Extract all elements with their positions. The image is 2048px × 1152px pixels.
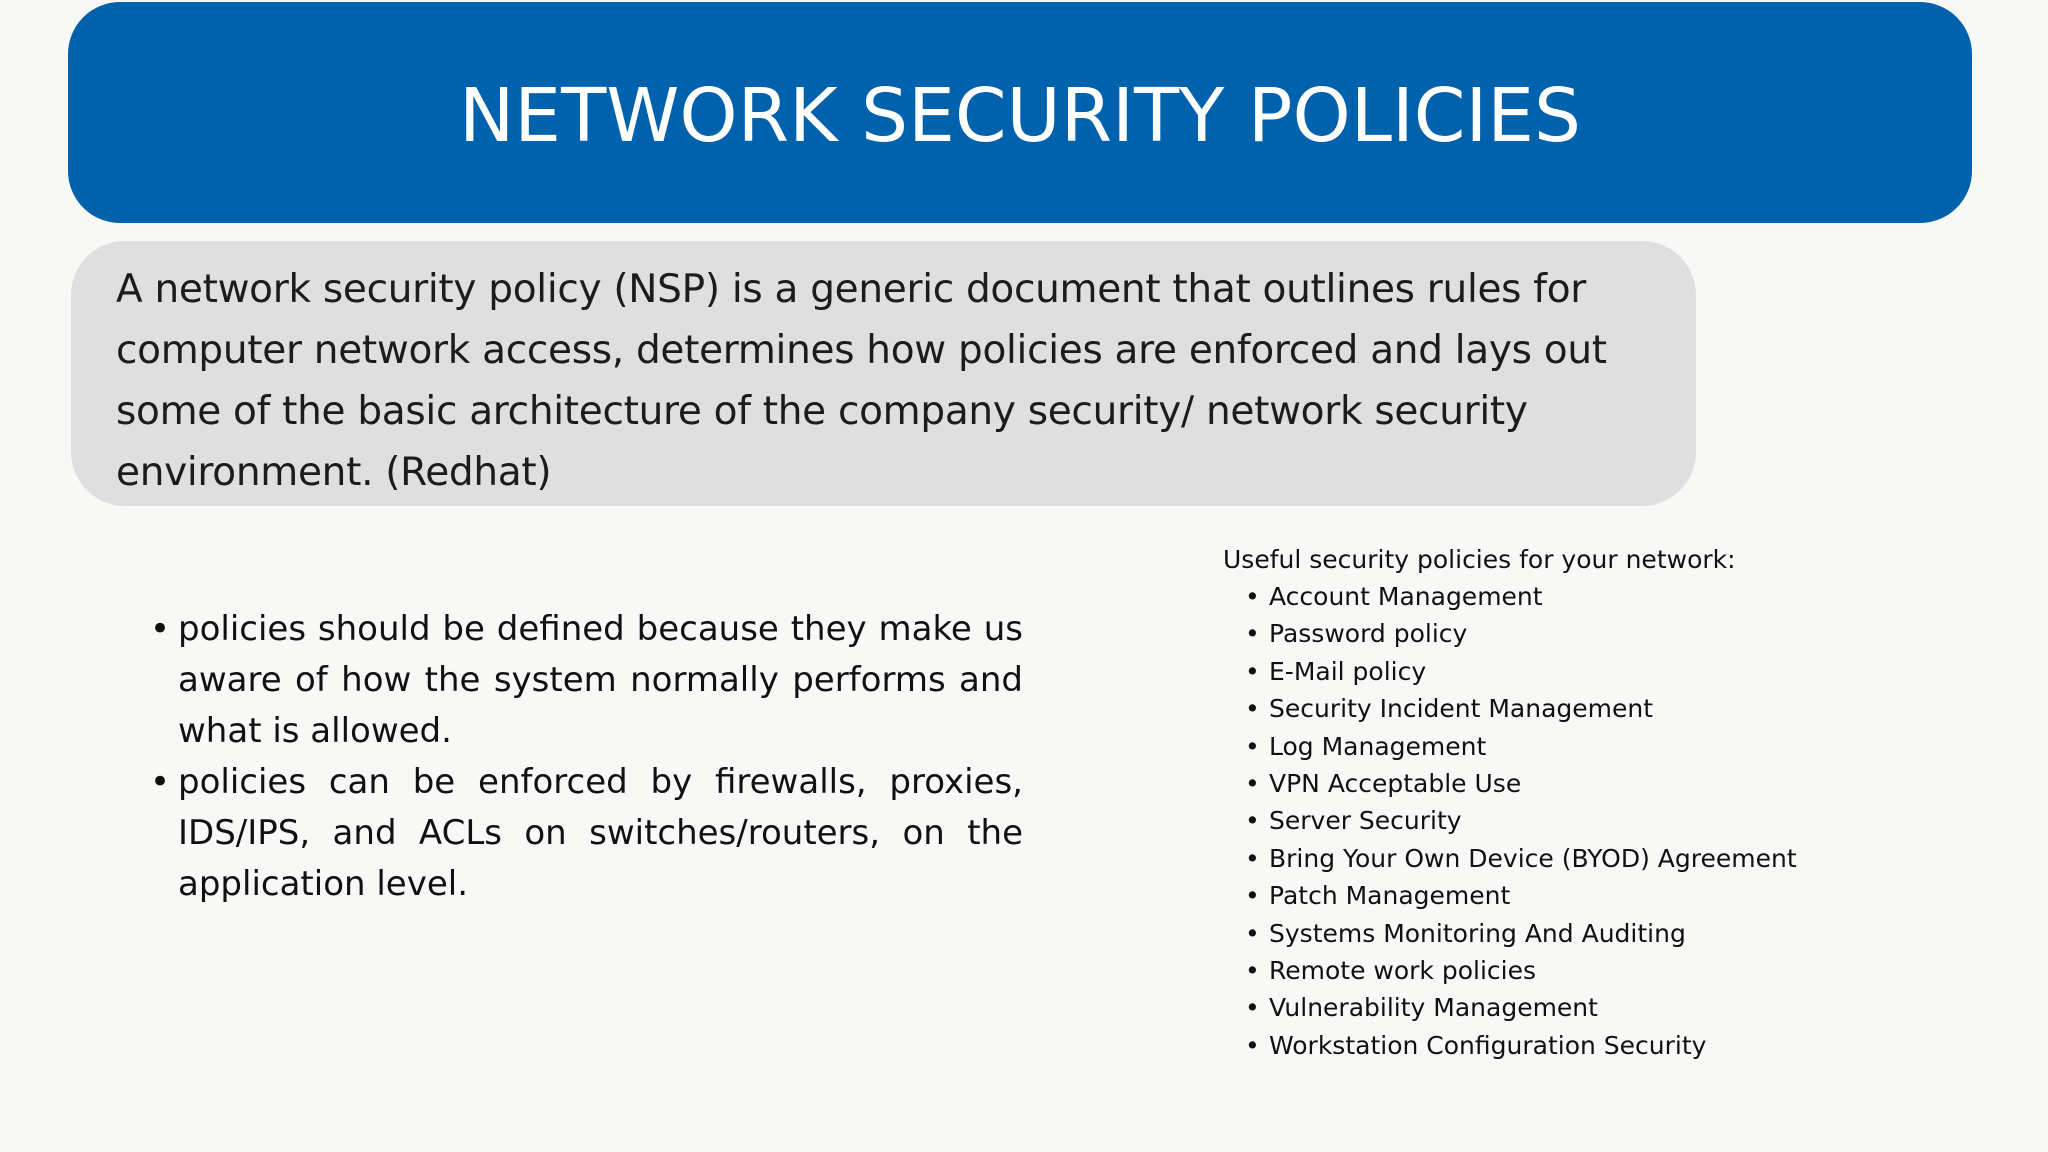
key-point-text: policies can be enforced by firewalls, proxies, IDS/IPS, and ACLs on switches/routers, on the application level. xyxy=(178,762,1023,904)
policy-item xyxy=(1223,653,1983,690)
policy-item xyxy=(1223,802,1983,839)
policy-item-label: Password policy xyxy=(1269,619,1468,649)
policy-item xyxy=(1223,1027,1983,1064)
bullet-icon: • xyxy=(1245,881,1260,911)
bullet-icon: • xyxy=(1245,582,1260,611)
policy-item-label: Systems Monitoring And Auditing xyxy=(1269,918,1686,948)
key-points-list xyxy=(150,604,1023,910)
slide-title: NETWORK SECURITY POLICIES xyxy=(458,72,1582,159)
useful-policies-heading: Useful security policies for your network: xyxy=(1223,545,1736,574)
useful-policies-section xyxy=(1223,541,1983,1064)
definition-box xyxy=(71,241,1696,506)
policy-item-label: Remote work policies xyxy=(1269,956,1537,986)
policy-item-label: Server Security xyxy=(1269,806,1462,836)
bullet-icon: • xyxy=(1245,843,1260,873)
policy-item xyxy=(1223,728,1983,765)
policy-item-label: Account Management xyxy=(1269,582,1543,611)
title-banner xyxy=(68,2,1972,223)
policy-item-label: Security Incident Management xyxy=(1269,694,1654,724)
bullet-icon: • xyxy=(150,762,171,802)
bullet-icon: • xyxy=(1245,769,1260,799)
policy-item xyxy=(1223,690,1983,727)
key-point xyxy=(150,757,1023,910)
policy-item xyxy=(1223,578,1983,615)
bullet-icon: • xyxy=(1245,731,1260,761)
policy-item-label: Bring Your Own Device (BYOD) Agreement xyxy=(1269,843,1797,873)
bullet-icon: • xyxy=(1245,619,1260,649)
policy-item-label: Workstation Configuration Security xyxy=(1269,1030,1707,1060)
definition-text: A network security policy (NSP) is a generic document that outlines rules for computer network access, determines how policies are enforced and lays out some of the basic architecture of the company security/ network security environment. (Redhat) xyxy=(116,267,1607,495)
bullet-icon: • xyxy=(1245,918,1260,948)
key-point-text: policies should be defined because they make us aware of how the system normally performs and what is allowed. xyxy=(178,609,1023,751)
policy-item xyxy=(1223,952,1983,989)
bullet-icon: • xyxy=(1245,694,1260,724)
bullet-icon: • xyxy=(1245,656,1260,686)
bullet-icon: • xyxy=(1245,993,1260,1023)
key-point xyxy=(150,604,1023,757)
policy-item-label: Patch Management xyxy=(1269,881,1511,911)
bullet-icon: • xyxy=(1245,1030,1260,1060)
policy-item xyxy=(1223,615,1983,652)
policy-item xyxy=(1223,840,1983,877)
policy-item-label: Log Management xyxy=(1269,731,1487,761)
bullet-icon: • xyxy=(1245,806,1260,836)
bullet-icon: • xyxy=(1245,956,1260,986)
bullet-icon: • xyxy=(150,609,171,649)
policy-item xyxy=(1223,765,1983,802)
policy-item xyxy=(1223,915,1983,952)
policy-item xyxy=(1223,989,1983,1026)
useful-policies-list xyxy=(1223,578,1983,1064)
policy-item xyxy=(1223,877,1983,914)
policy-item-label: E-Mail policy xyxy=(1269,656,1427,686)
policy-item-label: Vulnerability Management xyxy=(1269,993,1598,1023)
policy-item-label: VPN Acceptable Use xyxy=(1269,769,1522,799)
